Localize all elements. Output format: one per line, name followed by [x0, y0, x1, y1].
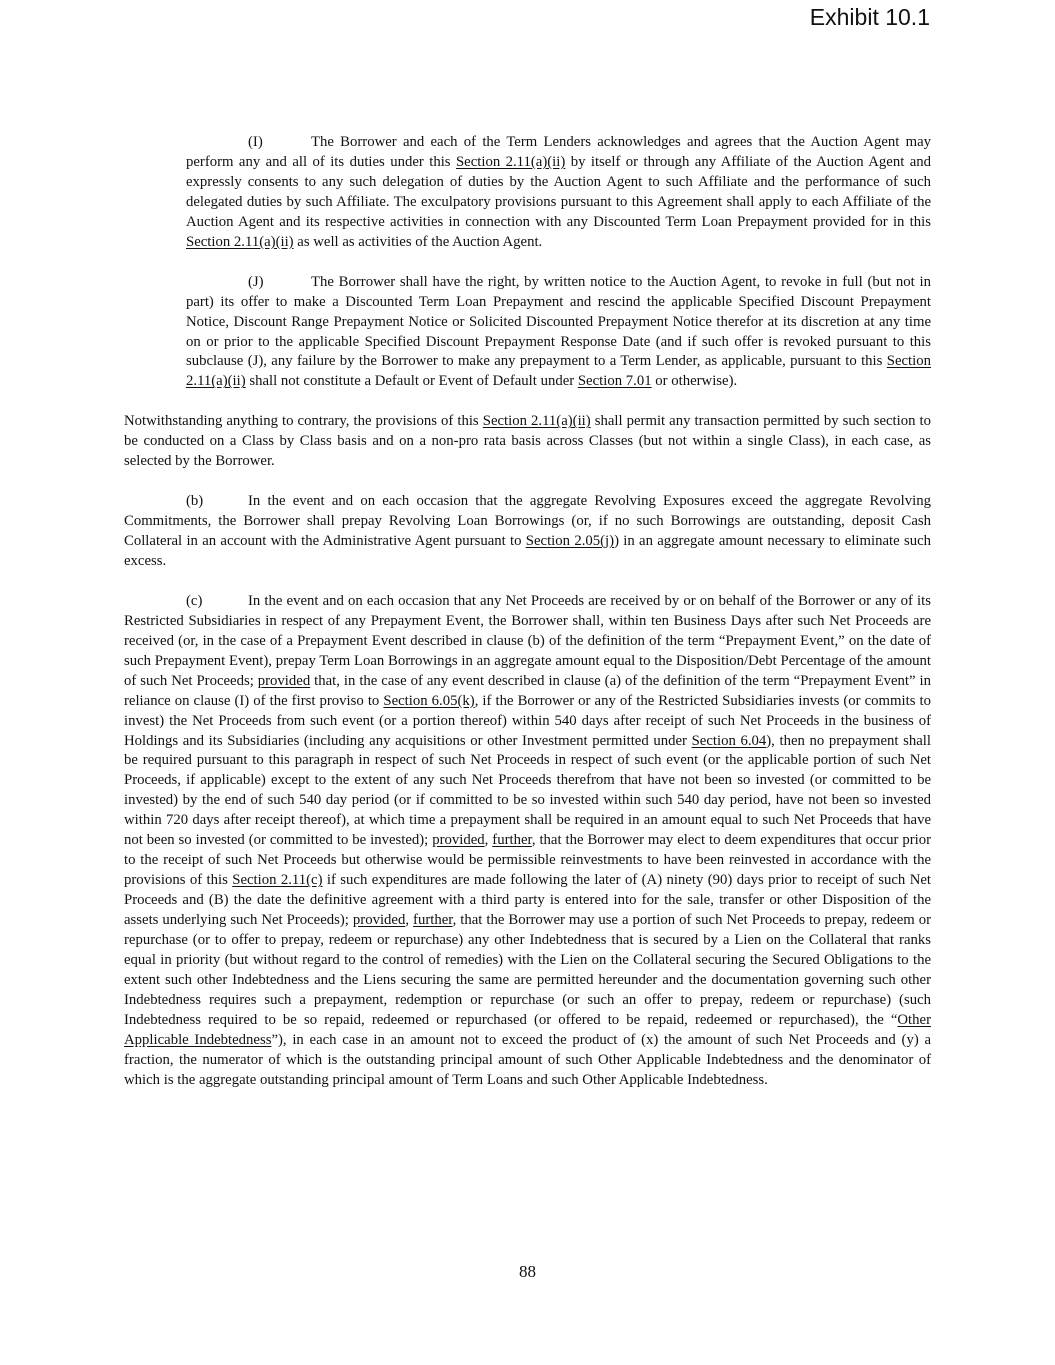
- paragraph: [124, 592, 931, 1091]
- clause-label: (I): [248, 134, 263, 150]
- cross-reference: Section 2.11(a)(ii): [455, 153, 566, 170]
- cross-reference: provided: [352, 912, 406, 929]
- paragraph: [124, 492, 931, 572]
- text-run: The Borrower shall have the right, by written notice to the Auction Agent, to revoke in full (but not in part) its offer to make a Discounted Term Loan Prepayment and rescind the applicable Specified Discount Prepayment Notice, Discount Range Prepayment Notice or Solicited Discounted Prepayment Notice therefor at its discretion at any time on or prior to the applicable Specified Discount Prepayment Response Date (and if such offer is revoked pursuant to this subclause (J), any failure by the Borrower to make any prepayment to a Term Lender, as applicable, pursuant to this: [186, 273, 931, 370]
- text-run: if such expenditures are made following the later of (A) ninety (90) days prior to receipt of such Net Proceeds and (B) the date the definitive agreement with a third party is entered into for the sale, transfer or other Disposition of the assets underlying such Net Proceeds);: [124, 872, 931, 929]
- text-run: , if the Borrower or any of the Restricted Subsidiaries invests (or commits to invest) the Net Proceeds from such event (or a portion thereof) within 540 days after receipt of such Net Proceeds in the business of Holdings and its Subsidiaries (including any acquisitions or other Investment permitted under: [124, 692, 931, 749]
- cross-reference: Section 2.11(a)(ii): [186, 233, 294, 250]
- text-run: , that the Borrower may use a portion of such Net Proceeds to prepay, redeem or repurchase (or to offer to prepay, redeem or repurchase) any other Indebtedness that is secured by a Lien on the Collateral that ranks equal in priority (but without regard to the control of remedies) with the Lien on the Collateral securing the Secured Obligations to the extent such other Indebtedness and the Liens securing the same are permitted hereunder and the documentation governing such other Indebtedness requires such a prepayment, redemption or repurchase (or such an offer to prepay, redeem or repurchase) (such Indebtedness required to be so repaid, redeemed or repurchased (or offered to be repaid, redeemed or repurchased), the “: [124, 912, 932, 1028]
- text-run: by itself or through any Affiliate of the Auction Agent and expressly consents to any such delegation of duties by the Auction Agent to such Affiliate and the performance of such delegated duties by such Affiliate. The exculpatory provisions pursuant to this Agreement shall apply to each Affiliate of the Auction Agent and its respective activities in connection with any Discounted Term Loan Prepayment provided for in this: [186, 153, 931, 230]
- cross-reference: further: [492, 832, 532, 849]
- text-run: In the event and on each occasion that the aggregate Revolving Exposures exceed the aggregate Revolving Commitments, the Borrower shall prepay Revolving Loan Borrowings (or, if no such Borrowings are outstanding, deposit Cash Collateral in an account with the Administrative Agent pursuant to: [124, 493, 931, 550]
- cross-reference: Section 2.11(a)(ii): [186, 353, 931, 390]
- cross-reference: Section 2.11(a)(ii): [482, 413, 591, 430]
- clause-label: (J): [248, 273, 264, 290]
- text-run: shall not constitute a Default or Event of Default under: [245, 373, 578, 390]
- exhibit-label: Exhibit 10.1: [809, 4, 930, 30]
- cross-reference: Other Applicable Indebtedness: [124, 1011, 931, 1048]
- cross-reference: Section 7.01: [577, 373, 652, 390]
- cross-reference: Section 2.11(c): [232, 872, 323, 889]
- text-run: ,: [484, 832, 493, 849]
- cross-reference: Section 2.05(j): [525, 533, 615, 550]
- text-run: ) in an aggregate amount necessary to eliminate such excess.: [124, 533, 932, 569]
- text-run: that, in the case of any event described in clause (a) of the definition of the term “Prepayment Event” in reliance on clause (I) of the first proviso to: [124, 672, 931, 709]
- cross-reference: Section 6.05(k): [383, 692, 475, 709]
- text-run: , that the Borrower may elect to deem expenditures that occur prior to the receipt of such Net Proceeds but otherwise would be permissible reinvestments to have been reinvested in accordance with the provisions of this: [124, 832, 932, 889]
- text-run: ,: [405, 912, 414, 929]
- text-run: Notwithstanding anything to contrary, the provisions of this: [124, 413, 483, 430]
- text-run: In the event and on each occasion that any Net Proceeds are received by or on behalf of the Borrower or any of its Restricted Subsidiaries in respect of any Prepayment Event, the Borrower shall, within ten Business Days after such Net Proceeds are received (or, in the case of a Prepayment Event described in clause (b) of the definition of the term “Prepayment Event,” on the date of such Prepayment Event), prepay Term Loan Borrowings in an aggregate amount equal to the Disposition/Debt Percentage of the amount of such Net Proceeds;: [124, 592, 931, 689]
- cross-reference: provided: [432, 832, 485, 849]
- text-run: shall permit any transaction permitted by such section to be conducted on a Class by Class basis and on a non-pro rata basis across Classes (but not within a single Class), in each case, as selected by the Borrower.: [124, 413, 932, 470]
- cross-reference: provided: [257, 672, 311, 689]
- text-run: ), then no prepayment shall be required pursuant to this paragraph in respect of such Net Proceeds in respect of such event (or the applicable portion of such Net Proceeds, if applicable) except to the extent of any such Net Proceeds therefrom that have not been so invested (or committed to be invested) by the end of such 540 day period (or if committed to be so invested within such 540 day period, have not been so invested within 720 days after receipt thereof), at which time a prepayment shall be required in an amount equal to such Net Proceeds that have not been so invested (or committed to be invested);: [124, 732, 931, 849]
- text-run: ”), in each case in an amount not to exceed the product of (x) the amount of such Net Proceeds and (y) a fraction, the numerator of which is the outstanding principal amount of such Other Applicable Indebtedness and the denominator of which is the aggregate outstanding principal amount of Term Loans and such Other Applicable Indebtedness.: [124, 1031, 931, 1088]
- clause-label: (b): [186, 493, 204, 510]
- document-body: [124, 133, 931, 1111]
- text-run: The Borrower and each of the Term Lenders acknowledges and agrees that the Auction Agent may perform any and all of its duties under this: [186, 134, 931, 170]
- text-run: as well as activities of the Auction Agent.: [293, 233, 543, 250]
- paragraph: [186, 273, 931, 393]
- text-run: or otherwise).: [651, 373, 738, 390]
- paragraph: [124, 412, 931, 472]
- clause-label: (c): [186, 592, 203, 609]
- paragraph: [186, 133, 931, 253]
- cross-reference: further: [413, 912, 453, 929]
- page-number: 88: [519, 1262, 536, 1281]
- cross-reference: Section 6.04: [691, 732, 767, 749]
